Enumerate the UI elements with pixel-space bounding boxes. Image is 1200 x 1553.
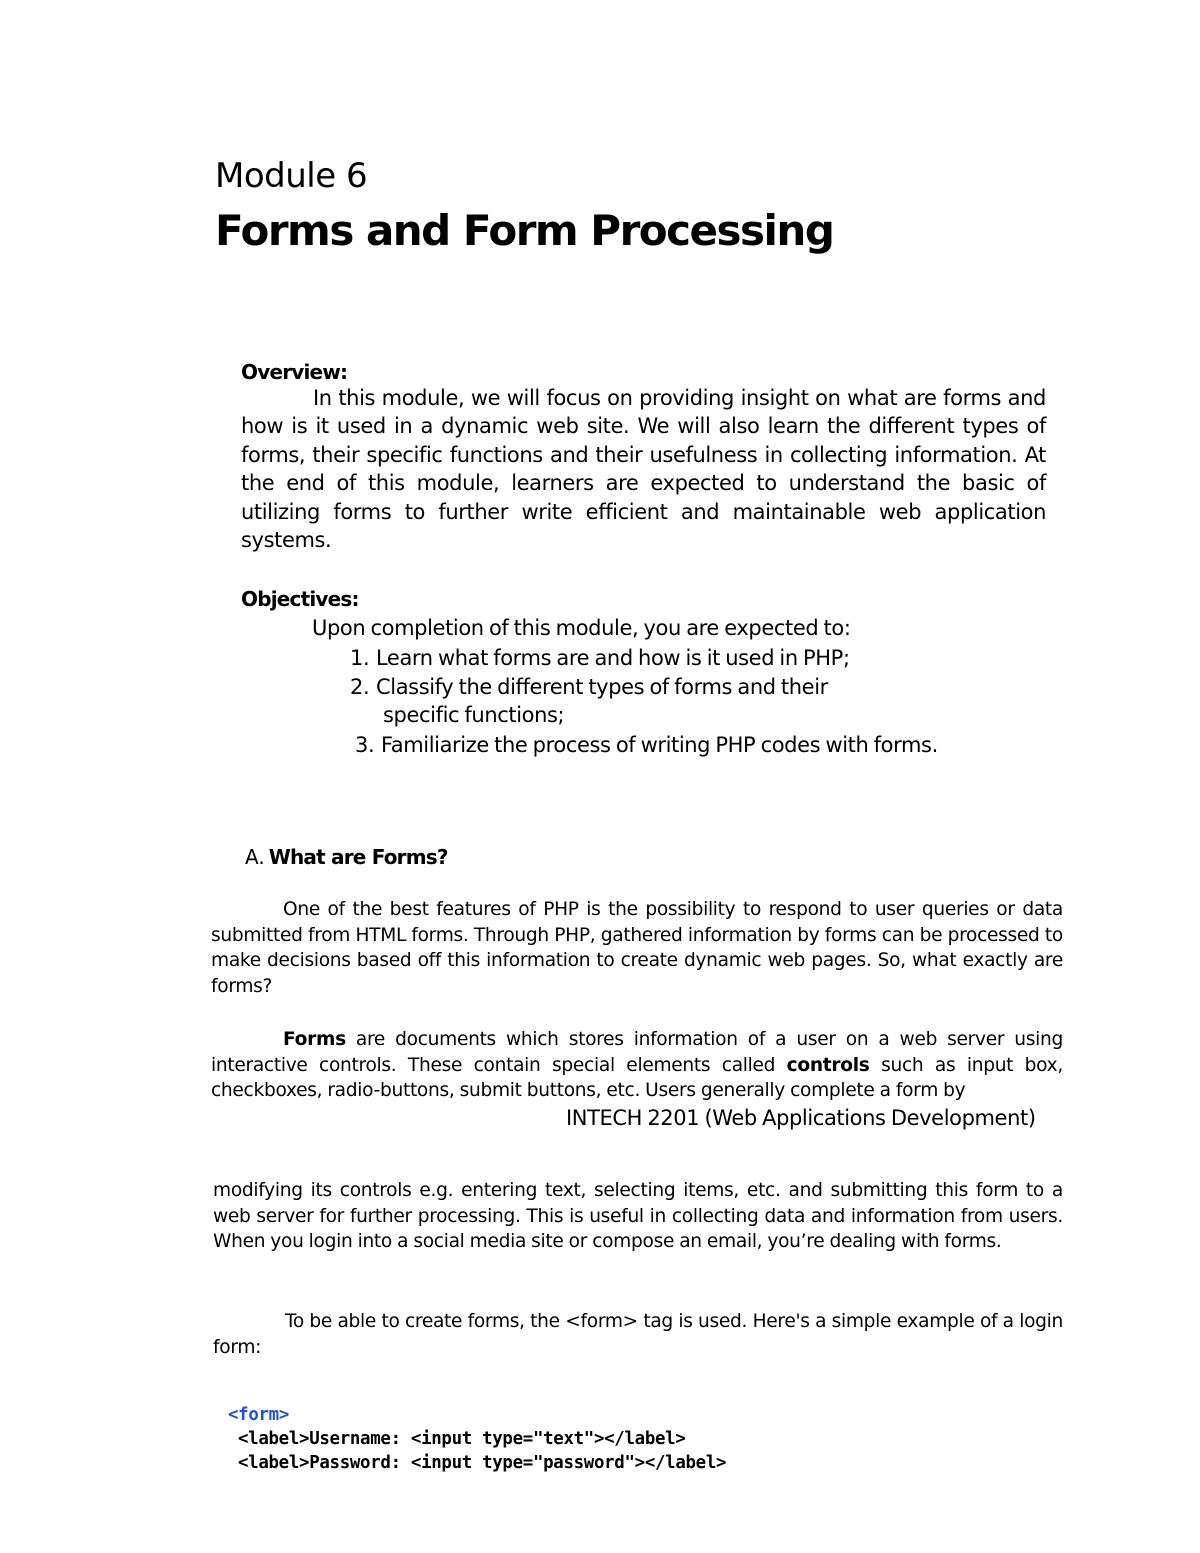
code-tag: </label> (604, 1429, 686, 1449)
code-tag: <label> (238, 1453, 310, 1473)
objectives-intro: Upon completion of this module, you are expected to: (312, 616, 851, 640)
code-tag: <label> (238, 1429, 310, 1449)
code-tag: <input type="password"> (410, 1453, 645, 1473)
objective-number: 1. (350, 646, 370, 670)
code-text: Password: (309, 1453, 411, 1473)
objective-number: 3. (355, 733, 375, 757)
section-title: What are Forms? (268, 845, 448, 869)
objective-text: Learn what forms are and how is it used in PHP; (376, 646, 850, 670)
overview-heading: Overview: (241, 360, 348, 384)
term-controls: controls (786, 1054, 870, 1076)
term-forms: Forms (283, 1029, 346, 1050)
section-a-heading (245, 843, 448, 871)
paragraph-text: are documents which stores information of a user on a web server using interactive controls. These contain special elements called (211, 1029, 1063, 1076)
code-line-form-open (228, 1403, 289, 1427)
paragraph-forms-definition (211, 1027, 1063, 1104)
objective-item-3 (355, 731, 938, 759)
paragraph-form-tag (213, 1309, 1063, 1360)
paragraph-text: such as input box, checkboxes, radio-buttons, submit buttons, etc. Users generally complete a form by (211, 1054, 1063, 1102)
module-title: Forms and Form Processing (215, 206, 834, 255)
objective-text: Classify the different types of forms and their (376, 675, 828, 699)
paragraph-forms-usage: modifying its controls e.g. entering text, selecting items, etc. and submitting this form to a web server for further processing. This is useful in collecting data and information from users. When you login into a social media site or compose an email, you’re dealing with forms. (213, 1180, 1063, 1253)
section-letter: A. (245, 845, 265, 869)
objective-item-1 (350, 644, 850, 672)
code-line-password (238, 1451, 726, 1475)
objective-item-2 (350, 673, 828, 701)
objective-number: 2. (350, 675, 370, 699)
code-tag: <form> (228, 1405, 290, 1425)
paragraph-php-forms (211, 897, 1063, 999)
code-text: Username: (309, 1429, 411, 1449)
code-tag: <input type="text"> (410, 1429, 605, 1449)
course-footer: INTECH 2201 (Web Applications Development) (566, 1106, 1036, 1130)
objective-text: Familiarize the process of writing PHP codes with forms. (381, 733, 938, 757)
objectives-heading: Objectives: (241, 587, 359, 611)
objective-item-2-continuation: specific functions; (383, 703, 565, 727)
code-tag: </label> (644, 1453, 727, 1473)
overview-body (241, 384, 1046, 554)
overview-text: In this module, we will focus on providing insight on what are forms and how is it used in a dynamic web site. We will also learn the different types of forms, their specific functions and their usefulness in collecting information. At the end of this module, learners are expected to understand the basic of utilizing forms to further write efficient and maintainable web application systems. (241, 386, 1046, 553)
paragraph-text: One of the best features of PHP is the possibility to respond to user queries or data submitted from HTML forms. Through PHP, gathered information by forms can be processed to make decisions based off this information to create dynamic web pages. So, what exactly are forms? (211, 899, 1063, 997)
paragraph-text: To be able to create forms, the <form> tag is used. Here's a simple example of a login form: (213, 1311, 1063, 1358)
module-number: Module 6 (215, 156, 368, 196)
code-line-username (238, 1427, 686, 1451)
